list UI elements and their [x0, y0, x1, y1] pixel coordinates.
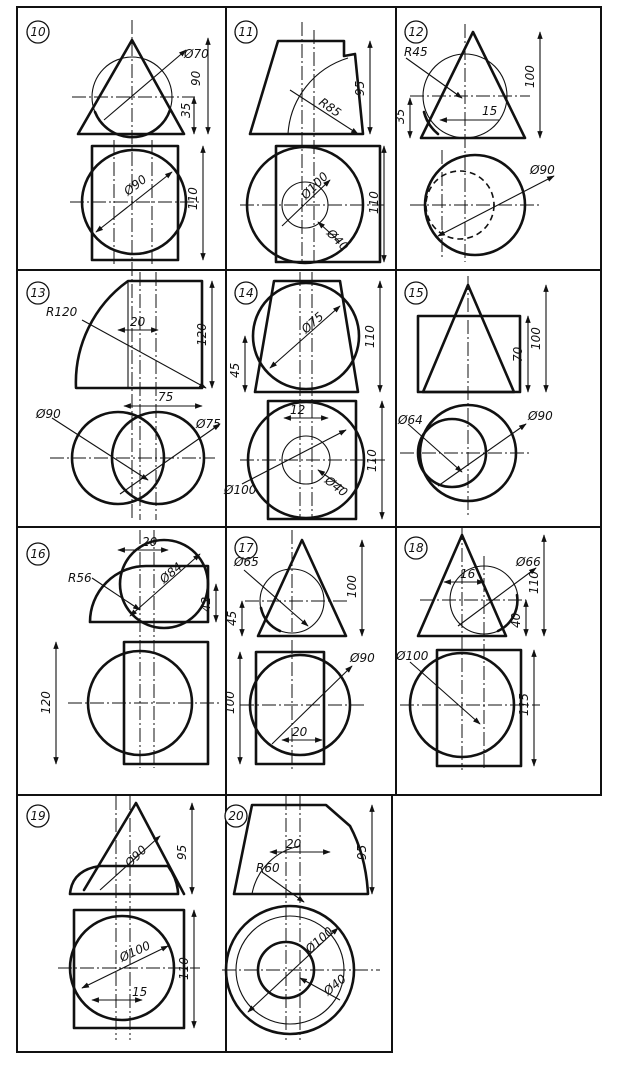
- svg-text:19: 19: [30, 809, 46, 823]
- dimensions: [82, 803, 194, 1028]
- svg-text:Ø84: Ø84: [156, 559, 185, 587]
- svg-text:Ø70: Ø70: [184, 47, 209, 61]
- svg-text:R85: R85: [316, 94, 344, 120]
- problem-number-10: [27, 21, 49, 43]
- problem-number-20: [225, 805, 247, 827]
- problem-number-18: [405, 537, 427, 559]
- problem-15: [397, 276, 553, 516]
- svg-text:100: 100: [345, 575, 359, 598]
- front-view: [418, 526, 526, 770]
- svg-text:110: 110: [367, 191, 381, 214]
- svg-text:35: 35: [393, 108, 407, 124]
- svg-text:110: 110: [177, 957, 191, 980]
- svg-text:Ø90: Ø90: [350, 651, 375, 665]
- svg-text:Ø40: Ø40: [323, 226, 352, 254]
- svg-text:Ø40: Ø40: [320, 971, 349, 999]
- problem-19: [27, 796, 200, 1040]
- top-view: [410, 150, 540, 260]
- svg-text:R56: R56: [68, 571, 92, 585]
- svg-text:20: 20: [292, 725, 308, 739]
- svg-text:70: 70: [511, 346, 525, 362]
- svg-text:Ø66: Ø66: [516, 555, 541, 569]
- front-view: [90, 530, 208, 768]
- svg-text:100: 100: [223, 691, 237, 714]
- svg-text:Ø100: Ø100: [224, 483, 257, 497]
- svg-text:Ø90: Ø90: [530, 163, 555, 177]
- svg-text:12: 12: [408, 25, 424, 39]
- front-view: [76, 272, 202, 520]
- svg-text:12: 12: [290, 403, 306, 417]
- svg-text:Ø90: Ø90: [121, 172, 150, 199]
- svg-text:115: 115: [517, 693, 531, 716]
- svg-text:Ø90: Ø90: [528, 409, 553, 423]
- svg-text:20: 20: [142, 535, 158, 549]
- svg-text:Ø100: Ø100: [302, 924, 337, 957]
- svg-text:Ø40: Ø40: [322, 473, 351, 500]
- svg-text:15: 15: [132, 985, 148, 999]
- svg-text:18: 18: [408, 541, 424, 555]
- problem-number-19: [27, 805, 49, 827]
- svg-text:42: 42: [199, 596, 213, 612]
- problem-number-12: [405, 21, 427, 43]
- svg-text:Ø75: Ø75: [298, 309, 327, 337]
- front-view: [410, 24, 530, 262]
- svg-text:20: 20: [228, 809, 244, 823]
- top-view: [222, 906, 380, 1034]
- svg-text:15: 15: [482, 104, 498, 118]
- svg-text:Ø90: Ø90: [36, 407, 61, 421]
- svg-text:110: 110: [363, 325, 377, 348]
- svg-text:100: 100: [523, 65, 537, 88]
- svg-text:17: 17: [238, 541, 254, 555]
- top-view: [240, 146, 384, 263]
- top-view: [240, 652, 365, 764]
- svg-text:90: 90: [189, 70, 203, 86]
- svg-text:95: 95: [355, 844, 369, 860]
- problem-16: [27, 530, 222, 768]
- svg-text:95: 95: [353, 80, 367, 96]
- svg-text:R60: R60: [256, 861, 280, 875]
- svg-text:Ø65: Ø65: [234, 555, 259, 569]
- svg-text:110: 110: [365, 449, 379, 472]
- dimensions: [282, 41, 384, 262]
- svg-text:75: 75: [158, 390, 174, 404]
- problem-number-13: [27, 282, 49, 304]
- svg-text:13: 13: [30, 286, 46, 300]
- svg-text:45: 45: [225, 610, 239, 626]
- problem-number-11: [235, 21, 257, 43]
- problem-17: [223, 530, 375, 770]
- svg-text:40: 40: [509, 612, 523, 628]
- problem-14: [223, 272, 385, 520]
- svg-text:10: 10: [30, 25, 46, 39]
- svg-text:95: 95: [175, 844, 189, 860]
- svg-text:16: 16: [460, 567, 476, 581]
- svg-text:R45: R45: [404, 45, 428, 59]
- problem-number-15: [405, 282, 427, 304]
- problem-number-14: [235, 282, 257, 304]
- svg-text:15: 15: [408, 286, 424, 300]
- svg-text:35: 35: [179, 102, 193, 118]
- problem-13: [27, 272, 221, 520]
- top-view: [68, 642, 222, 764]
- svg-text:14: 14: [238, 286, 254, 300]
- problem-20: [222, 796, 380, 1040]
- svg-text:100: 100: [529, 327, 543, 350]
- svg-text:45: 45: [228, 362, 242, 378]
- svg-text:20: 20: [286, 837, 302, 851]
- problem-12: [393, 21, 555, 262]
- top-view: [70, 140, 200, 266]
- front-view: [250, 22, 363, 262]
- svg-text:20: 20: [130, 315, 146, 329]
- svg-text:Ø100: Ø100: [298, 169, 332, 203]
- front-view: [70, 796, 184, 1040]
- svg-text:Ø100: Ø100: [117, 938, 153, 965]
- problem-number-16: [27, 543, 49, 565]
- svg-text:110: 110: [186, 187, 200, 210]
- svg-text:16: 16: [30, 547, 46, 561]
- problem-11: [235, 21, 384, 263]
- svg-text:120: 120: [39, 691, 53, 714]
- svg-text:R120: R120: [46, 305, 78, 319]
- svg-text:120: 120: [195, 323, 209, 346]
- svg-text:11: 11: [238, 25, 254, 39]
- svg-text:110: 110: [527, 571, 541, 594]
- svg-text:Ø100: Ø100: [396, 649, 429, 663]
- svg-text:Ø90: Ø90: [122, 842, 150, 871]
- problem-18: [395, 526, 544, 770]
- svg-text:Ø75: Ø75: [196, 417, 221, 431]
- svg-text:Ø64: Ø64: [398, 413, 423, 427]
